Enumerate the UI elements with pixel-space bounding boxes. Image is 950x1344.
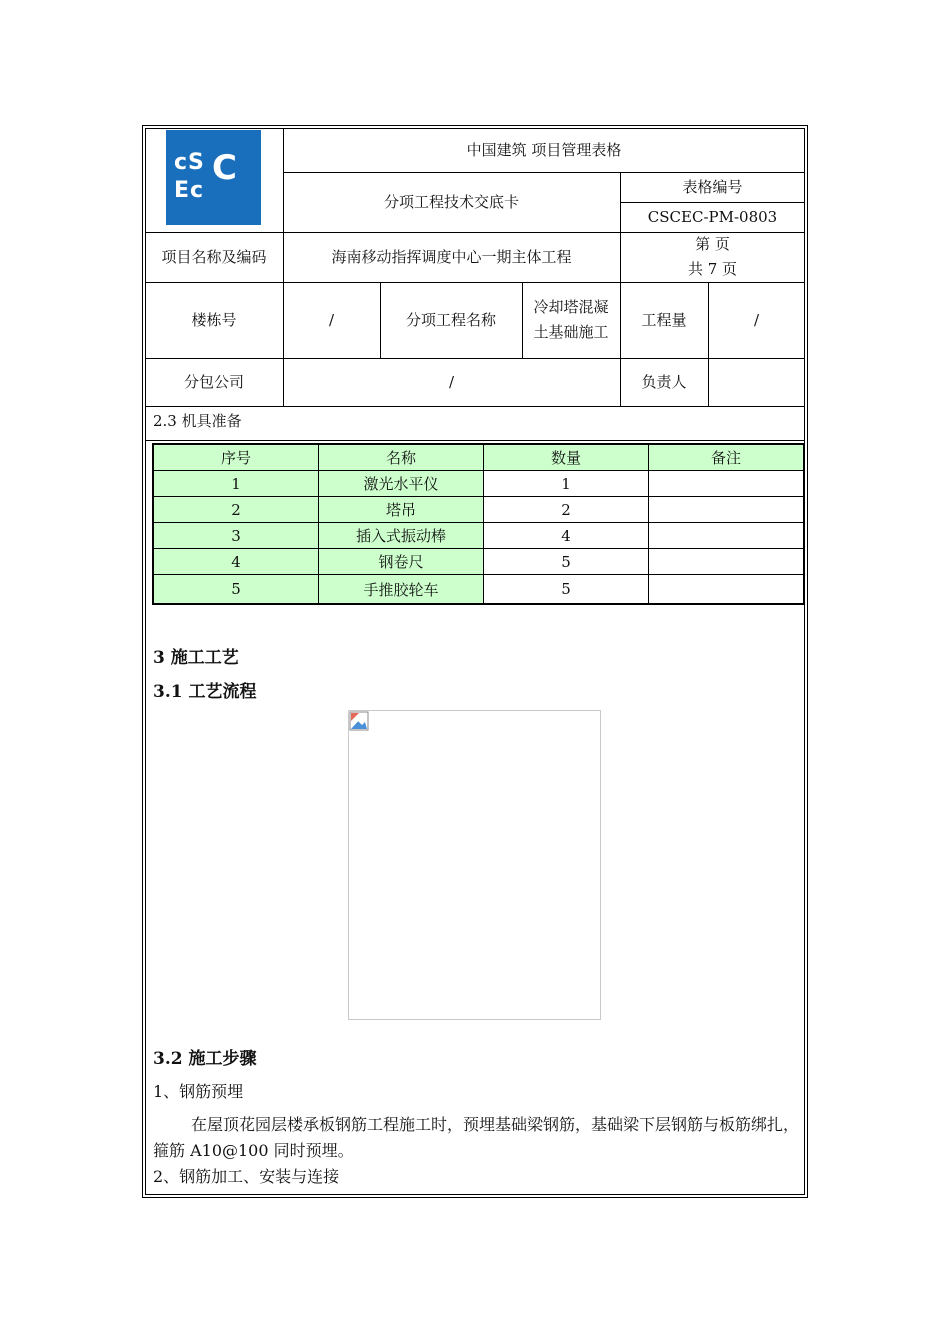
row-quantity: 5 — [484, 549, 649, 575]
row-index: 2 — [154, 497, 319, 523]
col-header-name: 名称 — [319, 445, 484, 471]
row-remark — [649, 575, 803, 603]
row-remark — [649, 497, 803, 523]
row-quantity: 5 — [484, 575, 649, 603]
cscec-logo — [166, 130, 261, 225]
responsible-label: 负责人 — [641, 372, 687, 391]
step1-title: 1、钢筋预埋 — [153, 1082, 244, 1101]
row-name: 激光水平仪 — [319, 471, 484, 497]
row-name: 塔吊 — [319, 497, 484, 523]
row-quantity: 4 — [484, 523, 649, 549]
building-value: / — [328, 310, 335, 329]
table-row — [154, 471, 803, 497]
row-index: 5 — [154, 575, 319, 603]
equipment-table — [152, 443, 805, 605]
col-header-quantity: 数量 — [484, 445, 649, 471]
broken-image-icon — [349, 711, 369, 731]
row-remark — [649, 471, 803, 497]
steps-heading: 3.2 施工步骤 — [153, 1049, 257, 1069]
row-name: 手推胶轮车 — [319, 575, 484, 603]
page-label: 第 页 — [695, 235, 730, 253]
table-row — [154, 523, 803, 549]
row-index: 4 — [154, 549, 319, 575]
project-label: 项目名称及编码 — [161, 247, 267, 266]
form-no: CSCEC-PM-0803 — [647, 207, 778, 226]
logo-text-2: Ec — [174, 178, 205, 203]
logo-text-3: C — [212, 148, 237, 188]
page-info — [620, 232, 805, 282]
responsible-value — [708, 358, 805, 406]
card-title: 分项工程技术交底卡 — [383, 192, 519, 211]
quantity-value: / — [753, 310, 760, 329]
table-row — [154, 549, 803, 575]
row-index: 1 — [154, 471, 319, 497]
row-name: 钢卷尺 — [319, 549, 484, 575]
row-quantity: 1 — [484, 471, 649, 497]
table-row — [154, 575, 803, 603]
project-name: 海南移动指挥调度中心一期主体工程 — [331, 247, 572, 266]
row-remark — [649, 549, 803, 575]
row-name: 插入式振动棒 — [319, 523, 484, 549]
step1-text: 在屋顶花园层楼承板钢筋工程施工时，预埋基础梁钢筋，基础梁下层钢筋与板筋绑扎，箍筋 A10@100 同时预埋。 — [153, 1115, 800, 1160]
col-header-index: 序号 — [154, 445, 319, 471]
process-heading: 3 施工工艺 — [153, 648, 239, 668]
logo-text: cS — [174, 150, 205, 175]
quantity-label: 工程量 — [641, 310, 687, 329]
equipment-section-title: 2.3 机具准备 — [153, 412, 242, 430]
form-no-label: 表格编号 — [682, 177, 743, 196]
subcontractor-label: 分包公司 — [183, 372, 244, 391]
equipment-header-row — [154, 445, 803, 471]
flow-heading: 3.1 工艺流程 — [153, 682, 257, 702]
col-header-remark: 备注 — [649, 445, 803, 471]
item-name-label: 分项工程名称 — [405, 310, 496, 329]
subcontractor-value: / — [448, 372, 455, 391]
row-remark — [649, 523, 803, 549]
row-quantity: 2 — [484, 497, 649, 523]
total-pages: 共 7 页 — [687, 260, 738, 278]
row-index: 3 — [154, 523, 319, 549]
table-row — [154, 497, 803, 523]
step2-title: 2、钢筋加工、安装与连接 — [153, 1167, 340, 1186]
building-label: 楼栋号 — [191, 310, 237, 329]
company-form-title: 中国建筑 项目管理表格 — [466, 140, 622, 159]
item-name-value: 冷却塔混凝土基础施工 — [533, 298, 609, 341]
flowchart-image — [348, 710, 601, 1020]
